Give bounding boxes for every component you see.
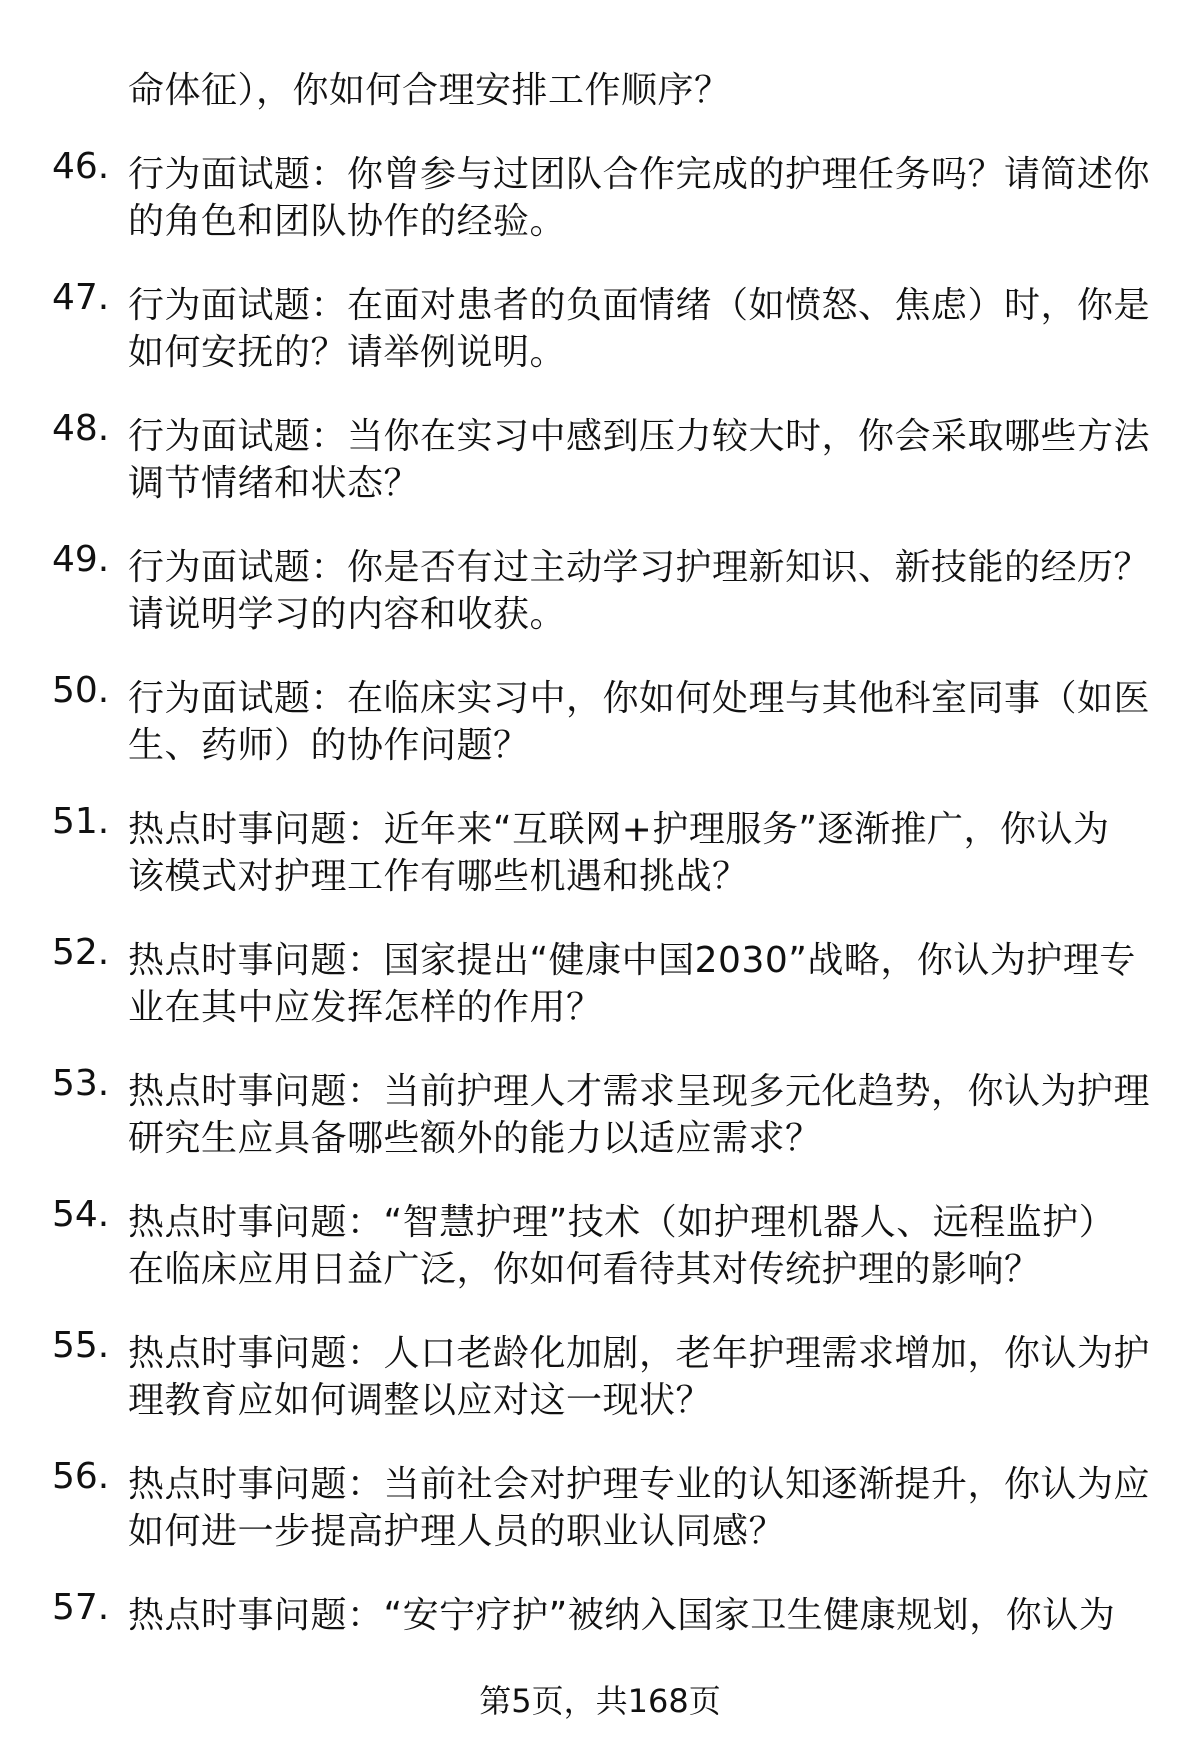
question-text-line: 行为面试题：在面对患者的负面情绪（如愤怒、焦虑）时，你是 bbox=[128, 285, 1151, 326]
question-text-line: 理教育应如何调整以应对这一现状？ bbox=[128, 1380, 713, 1421]
question-number: 50. bbox=[52, 670, 110, 711]
question-text-line: 热点时事问题：近年来“互联网+护理服务”逐渐推广，你认为 bbox=[128, 809, 1110, 850]
question-text-line: 请说明学习的内容和收获。 bbox=[128, 594, 567, 635]
question-number: 57. bbox=[52, 1587, 110, 1628]
question-number: 55. bbox=[52, 1325, 110, 1366]
question-text-line: 热点时事问题：“智慧护理”技术（如护理机器人、远程监护） bbox=[128, 1202, 1116, 1243]
question-number: 56. bbox=[52, 1456, 110, 1497]
question-number: 51. bbox=[52, 801, 110, 842]
question-text-line: 热点时事问题：当前护理人才需求呈现多元化趋势，你认为护理 bbox=[128, 1071, 1151, 1112]
question-text-line: 该模式对护理工作有哪些机遇和挑战？ bbox=[128, 856, 749, 897]
continuation-text: 命体征），你如何合理安排工作顺序？ bbox=[128, 70, 731, 111]
question-number: 49. bbox=[52, 539, 110, 580]
question-number: 46. bbox=[52, 146, 110, 187]
question-text-line: 行为面试题：当你在实习中感到压力较大时，你会采取哪些方法 bbox=[128, 416, 1151, 457]
question-number: 47. bbox=[52, 277, 110, 318]
page-footer: 第5页，共168页 bbox=[479, 1682, 721, 1720]
question-text-line: 行为面试题：你是否有过主动学习护理新知识、新技能的经历？ bbox=[128, 547, 1151, 588]
question-number: 54. bbox=[52, 1194, 110, 1235]
question-text-line: 业在其中应发挥怎样的作用？ bbox=[128, 987, 603, 1028]
question-text-line: 如何安抚的？请举例说明。 bbox=[128, 332, 567, 373]
question-text-line: 行为面试题：你曾参与过团队合作完成的护理任务吗？请简述你 bbox=[128, 154, 1151, 195]
question-text-line: 行为面试题：在临床实习中，你如何处理与其他科室同事（如医 bbox=[128, 678, 1151, 719]
question-number: 52. bbox=[52, 932, 110, 973]
question-text-line: 热点时事问题：人口老龄化加剧，老年护理需求增加，你认为护 bbox=[128, 1333, 1151, 1374]
question-text-line: 在临床应用日益广泛，你如何看待其对传统护理的影响？ bbox=[128, 1249, 1041, 1290]
question-text-line: 研究生应具备哪些额外的能力以适应需求？ bbox=[128, 1118, 822, 1159]
question-text-line: 如何进一步提高护理人员的职业认同感？ bbox=[128, 1511, 786, 1552]
question-text-line: 的角色和团队协作的经验。 bbox=[128, 201, 567, 242]
question-text-line: 热点时事问题：当前社会对护理专业的认知逐渐提升，你认为应 bbox=[128, 1464, 1151, 1505]
question-number: 53. bbox=[52, 1063, 110, 1104]
question-text-line: 生、药师）的协作问题？ bbox=[128, 725, 530, 766]
question-text-line: 热点时事问题：“安宁疗护”被纳入国家卫生健康规划，你认为 bbox=[128, 1595, 1116, 1636]
question-text-line: 热点时事问题：国家提出“健康中国2030”战略，你认为护理专 bbox=[128, 940, 1136, 981]
question-text-line: 调节情绪和状态？ bbox=[128, 463, 421, 504]
question-number: 48. bbox=[52, 408, 110, 449]
